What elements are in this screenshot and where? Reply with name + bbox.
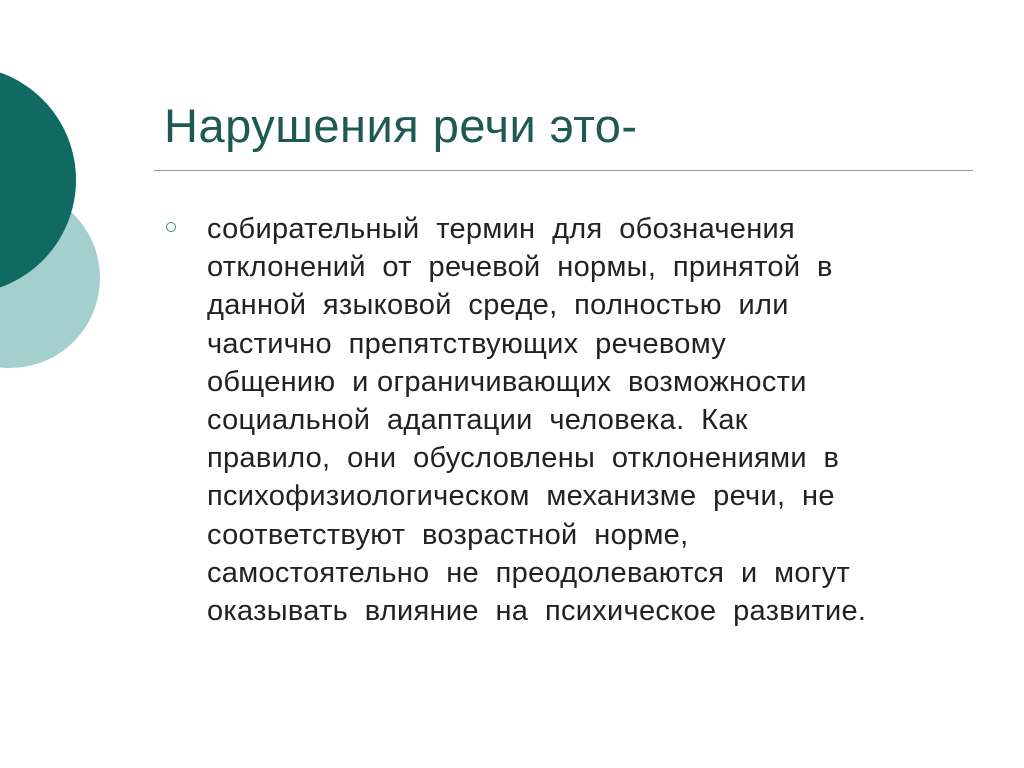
bullet-text: [207, 210, 967, 630]
bullet-line: соответствуют возрастной норме,: [207, 518, 689, 551]
bullet-line: психофизиологическом механизме речи, не: [207, 480, 835, 513]
title-divider: [154, 170, 973, 171]
bullet-line: отклонений от речевой нормы, принятой в: [207, 251, 833, 284]
slide-title: Нарушения речи это-: [164, 99, 638, 152]
bullet-line: правило, они обусловлены отклонениями в: [207, 442, 840, 475]
bullet-line: данной языковой среде, полностью или: [207, 289, 789, 322]
bullet-line: самостоятельно не преодолеваются и могут: [207, 556, 851, 589]
bullet-circle-icon: [166, 222, 176, 232]
bullet-line: социальной адаптации человека. Как: [207, 404, 748, 437]
decorative-circles: [0, 0, 120, 420]
bullet-line: оказывать влияние на психическое развитие.: [207, 595, 867, 628]
bullet-line: общению и ограничивающих возможности: [207, 365, 807, 398]
bullet-line: собирательный термин для обозначения: [207, 213, 796, 245]
bullet-line: частично препятствующих речевому: [207, 327, 727, 360]
